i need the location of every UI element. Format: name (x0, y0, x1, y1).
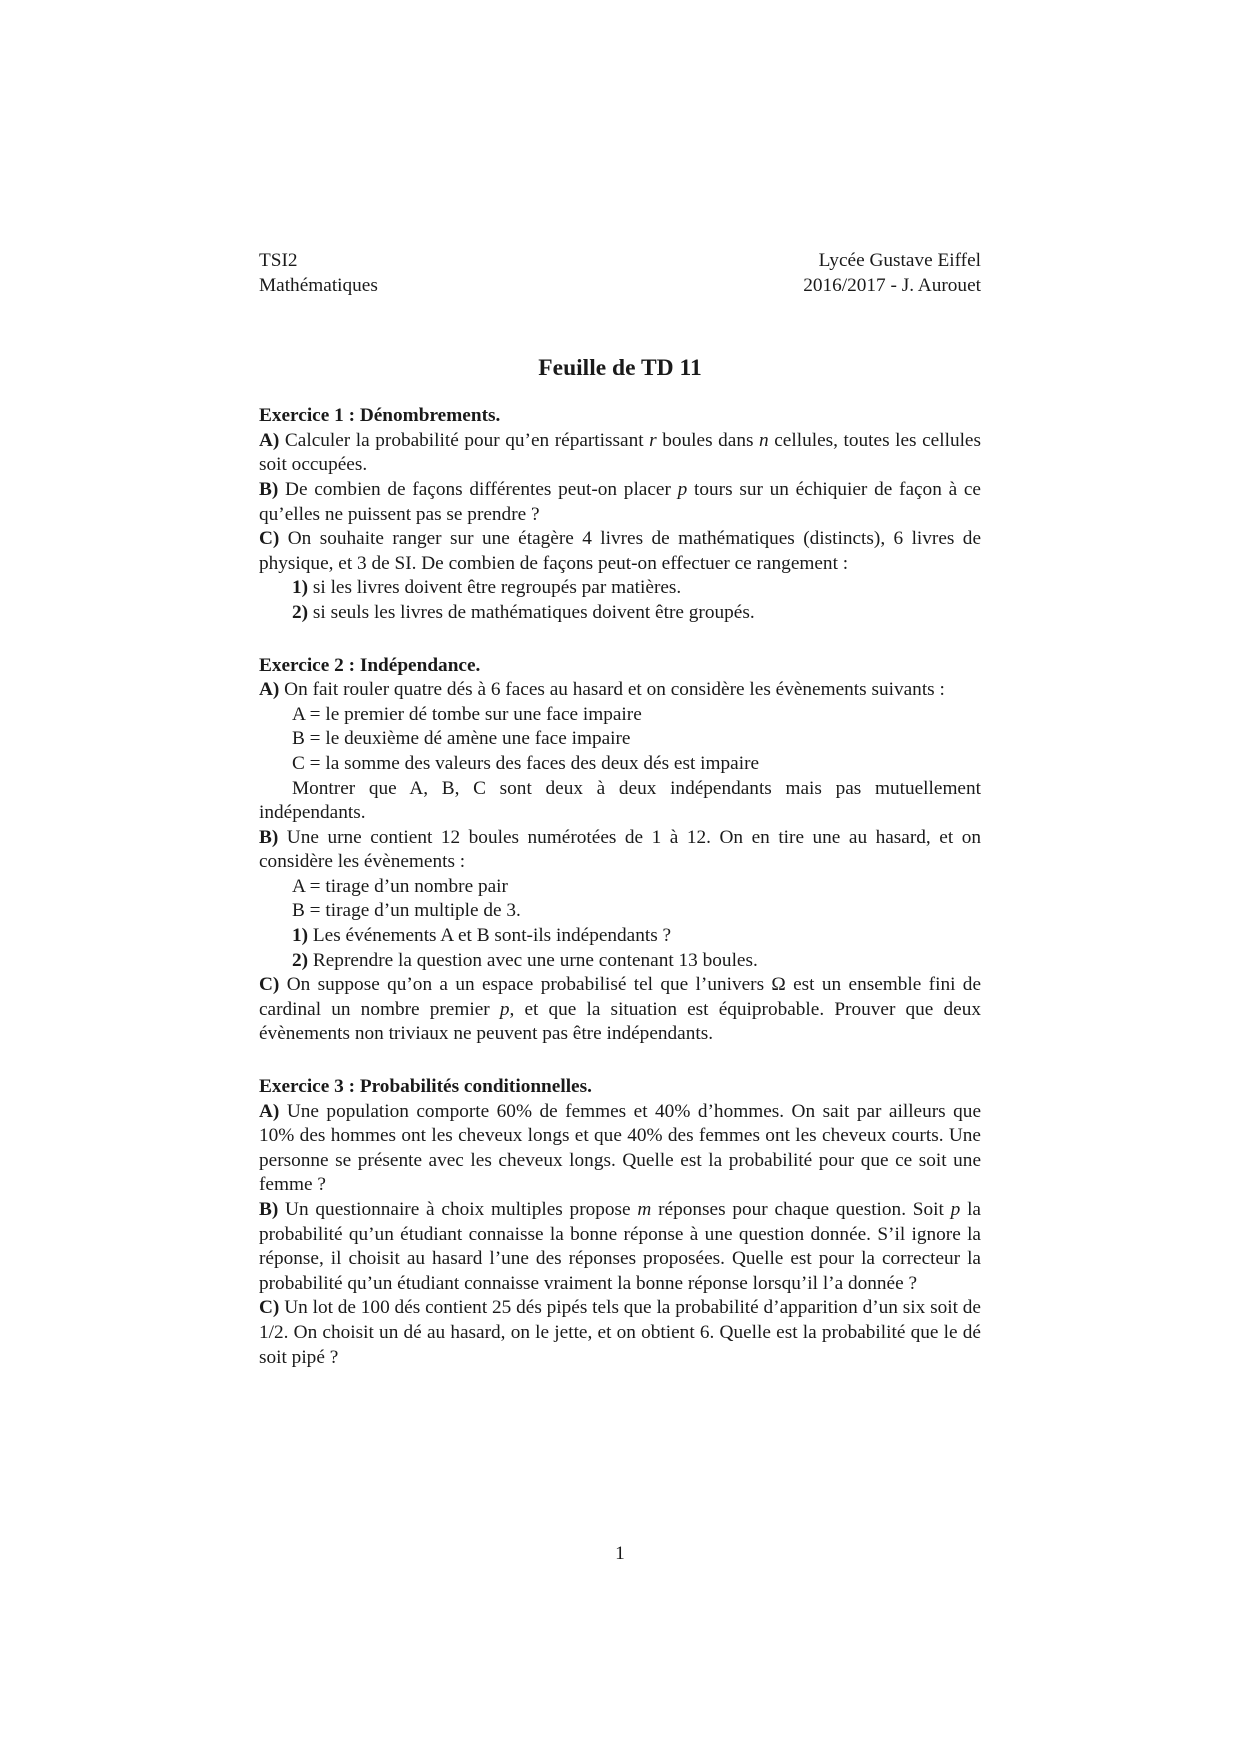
text-run: Un questionnaire à choix multiples propose (278, 1199, 638, 1220)
indented-line (259, 924, 981, 949)
math-variable: p (677, 478, 688, 500)
header-right (803, 249, 981, 298)
paragraph (259, 1296, 981, 1370)
indented-line (259, 875, 981, 900)
text-run: Une population comporte 60% de femmes et 40% d’hommes. On sait par ailleurs que 10% des hommes ont les cheveux longs et que 40% des femmes ont les cheveux courts. Une personne se présente avec les cheveux longs. Quelle est la probabilité pour que ce soit une femme ? (259, 1100, 981, 1196)
part-label: 2) (292, 601, 309, 623)
text-run: On souhaite ranger sur une étagère 4 livres de mathématiques (distincts), 6 livres de physique, et 3 de SI. De combien de façons peut-on effectuer ce rangement : (259, 528, 981, 574)
text-run: si les livres doivent être regroupés par matières. (308, 577, 682, 599)
text-run: B = le deuxième dé amène une face impaire (292, 728, 631, 750)
text-run: Calculer la probabilité pour qu’en répartissant (279, 429, 650, 451)
part-label: A) (259, 679, 280, 701)
math-variable: n (759, 429, 769, 451)
part-label: C) (259, 1297, 280, 1319)
math-variable: p (950, 1199, 961, 1220)
page-header (259, 249, 981, 298)
text-run: Montrer que A, B, C sont deux à deux indépendants mais pas mutuellement indépendants. (259, 777, 981, 824)
paragraph (259, 1198, 981, 1296)
math-variable: m (637, 1199, 652, 1220)
exercise-1-heading: Exercice 1 : Dénombrements. (259, 405, 501, 427)
header-school: Lycée Gustave Eiffel (818, 250, 981, 271)
paragraph (259, 973, 981, 1047)
indented-line (259, 727, 981, 752)
exercise-2-heading: Exercice 2 : Indépendance. (259, 654, 481, 676)
part-label: B) (259, 1199, 279, 1220)
worksheet (259, 249, 981, 1370)
math-variable: r (649, 429, 657, 451)
paragraph (259, 826, 981, 875)
text-run: Une urne contient 12 boules numérotées de 1 à 12. On en tire une au hasard, et on considère les évènements : (259, 826, 981, 873)
indented-line (259, 949, 981, 974)
header-year-author: 2016/2017 - J. Aurouet (803, 274, 981, 296)
exercise-3 (259, 1075, 981, 1370)
page-title: Feuille de TD 11 (538, 355, 702, 382)
math-variable: p (499, 998, 510, 1020)
part-label: 2) (292, 949, 309, 971)
text-run: C = la somme des valeurs des faces des deux dés est impaire (292, 752, 760, 774)
indented-line (259, 703, 981, 728)
paragraph (259, 1100, 981, 1198)
text-run: , et que la situation est équiprobable. Prouver que deux évènements non triviaux ne peuvent pas être indépendants. (259, 998, 981, 1045)
text-run: On suppose qu’on a un espace probabilisé tel que l’univers Ω est un ensemble fini de cardinal un nombre premier (259, 974, 981, 1020)
part-label: 1) (292, 577, 309, 599)
part-label: C) (259, 528, 280, 550)
exercise-3-heading: Exercice 3 : Probabilités conditionnelles. (259, 1076, 592, 1098)
text-run: Les événements A et B sont-ils indépendants ? (308, 925, 672, 947)
text-run: Reprendre la question avec une urne contenant 13 boules. (308, 949, 758, 971)
text-run: B = tirage d’un multiple de 3. (292, 900, 521, 922)
text-run: On fait rouler quatre dés à 6 faces au hasard et on considère les évènements suivants : (279, 679, 945, 701)
exercise-2 (259, 654, 981, 1048)
text-run: cellules, toutes les cellules soit occupées. (259, 429, 981, 476)
text-run: A = le premier dé tombe sur une face impaire (292, 703, 642, 725)
page-number: 1 (615, 1543, 625, 1564)
part-label: B) (259, 478, 279, 500)
part-label: 1) (292, 925, 309, 947)
paragraph (259, 429, 981, 478)
text-run: réponses pour chaque question. Soit (651, 1199, 951, 1220)
text-run: la probabilité qu’un étudiant connaisse la bonne réponse à une question donnée. S’il ignore la réponse, il choisit au hasard l’une des réponses proposées. Quelle est pour la correcteur la probabilité qu’un étudiant connaisse vraiment la bonne réponse lorsqu’il l’a donnée ? (259, 1199, 981, 1294)
part-label: C) (259, 974, 280, 996)
indented-line (259, 752, 981, 777)
part-label: B) (259, 826, 279, 848)
indented-line (259, 576, 981, 601)
text-run: si seuls les livres de mathématiques doivent être groupés. (308, 601, 755, 623)
part-label: A) (259, 1100, 280, 1122)
text-run: A = tirage d’un nombre pair (292, 875, 508, 897)
paragraph (259, 678, 981, 703)
exercise-1 (259, 404, 981, 625)
text-run: De combien de façons différentes peut-on placer (278, 478, 678, 500)
exercise-list (259, 404, 981, 1370)
text-run: boules dans (656, 429, 760, 451)
part-label: A) (259, 429, 280, 451)
text-run: tours sur un échiquier de façon à ce qu’elles ne puissent pas se prendre ? (259, 478, 981, 525)
header-subject: Mathématiques (259, 274, 378, 296)
header-class: TSI2 (259, 250, 298, 271)
paragraph (259, 478, 981, 527)
indented-line (259, 601, 981, 626)
text-run: Un lot de 100 dés contient 25 dés pipés tels que la probabilité d’apparition d’un six soit de 1/2. On choisit un dé au hasard, on le jette, et on obtient 6. Quelle est la probabilité que le dé soit pipé ? (259, 1297, 981, 1368)
indented-line (259, 899, 981, 924)
paragraph (259, 527, 981, 576)
paragraph (259, 777, 981, 826)
header-left (259, 249, 378, 298)
